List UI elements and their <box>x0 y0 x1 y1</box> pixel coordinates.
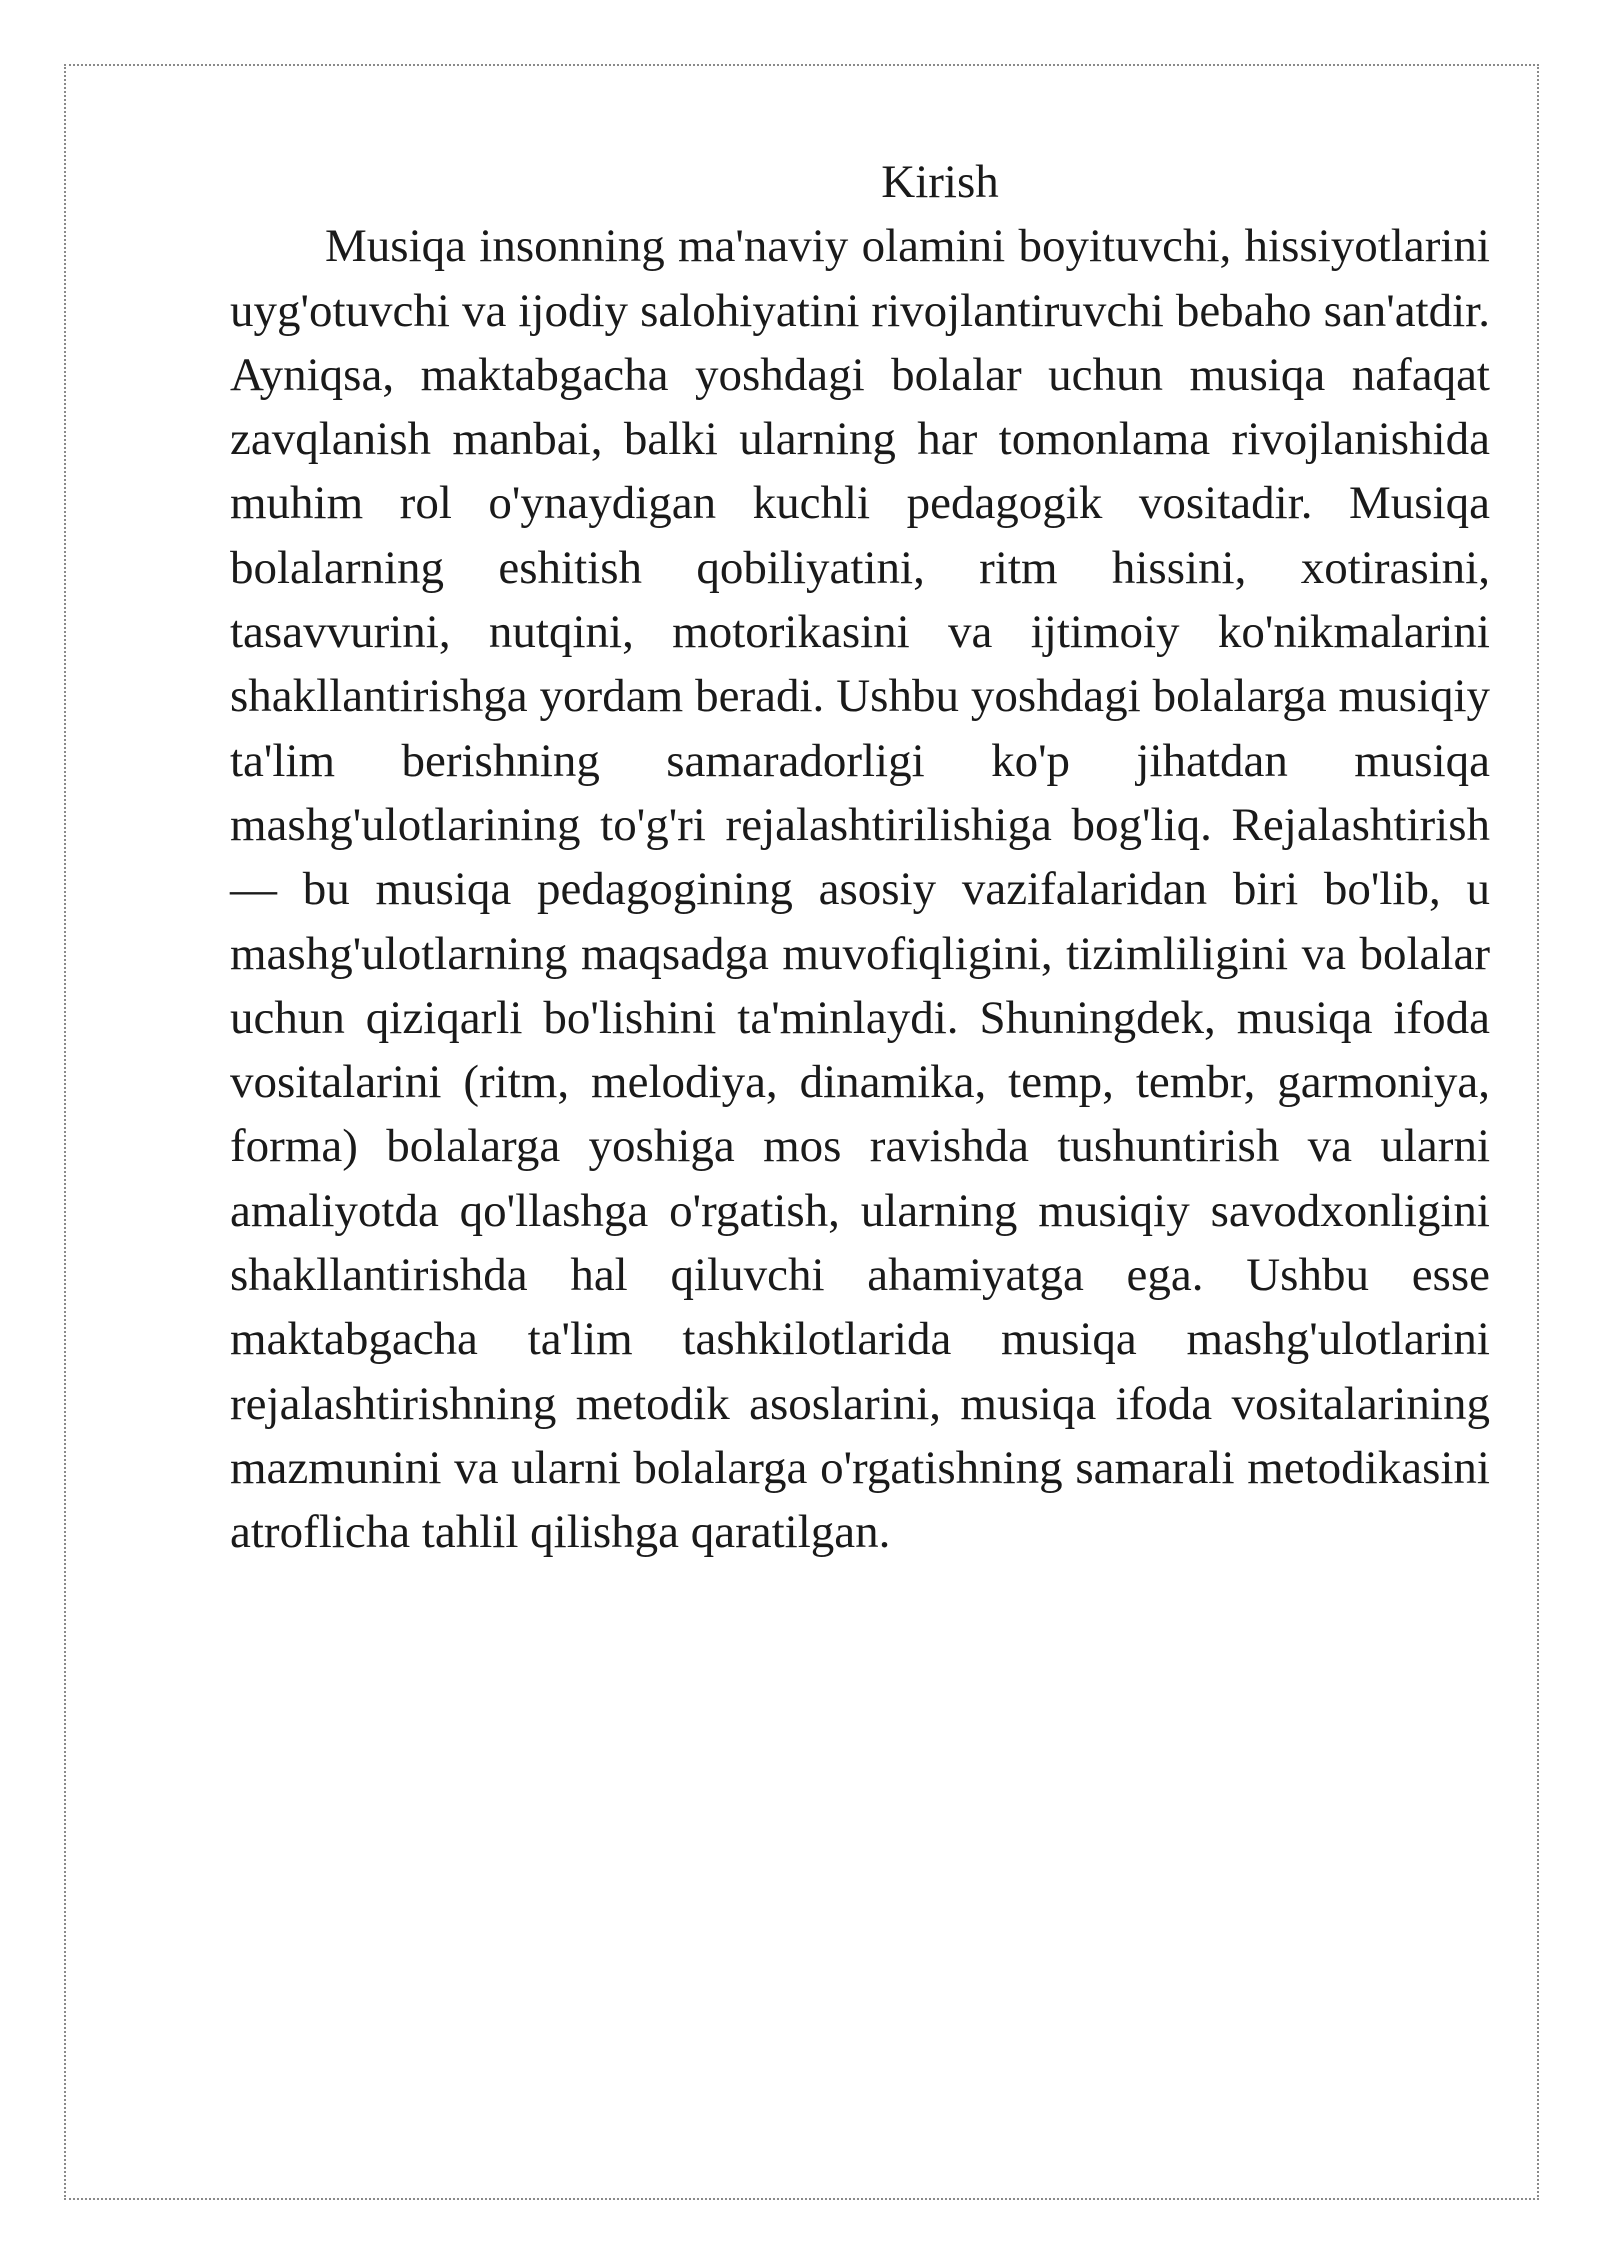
intro-paragraph: Musiqa insonning ma'naviy olamini boyituvchi, hissiyotlarini uyg'otuvchi va ijodiy salohiyatini rivojlantiruvchi bebaho san'atdir. Ayniqsa, maktabgacha yoshdagi bolalar uchun musiqa nafaqat zavqlanish manbai, balki ularning har tomonlama rivojlanishida muhim rol o'ynaydigan kuchli pedagogik vositadir. Musiqa bolalarning eshitish qobiliyatini, ritm hissini, xotirasini, tasavvurini, nutqini, motorikasini va ijtimoiy ko'nikmalarini shakllantirishga yordam beradi. Ushbu yoshdagi bolalarga musiqiy ta'lim berishning samaradorligi ko'p jihatdan musiqa mashg'ulotlarining to'g'ri rejalashtirilishiga bog'liq. Rejalashtirish — bu musiqa pedagogining asosiy vazifalaridan biri bo'lib, u mashg'ulotlarning maqsadga muvofiqligini, tizimliligini va bolalar uchun qiziqarli bo'lishini ta'minlaydi. Shuningdek, musiqa ifoda vositalarini (ritm, melodiya, dinamika, temp, tembr, garmoniya, forma) bolalarga yoshiga mos ravishda tushuntirish va ularni amaliyotda qo'llashga o'rgatish, ularning musiqiy savodxonligini shakllantirishda hal qiluvchi ahamiyatga ega. Ushbu esse maktabgacha ta'lim tashkilotlarida musiqa mashg'ulotlarini rejalashtirishning metodik asoslarini, musiqa ifoda vositalarining mazmunini va ularni bolalarga o'rgatishning samarali metodikasini atroflicha tahlil qilishga qaratilgan. <box>230 220 1490 1559</box>
document-body <box>230 150 1490 1565</box>
document-title: Kirish <box>881 156 999 208</box>
